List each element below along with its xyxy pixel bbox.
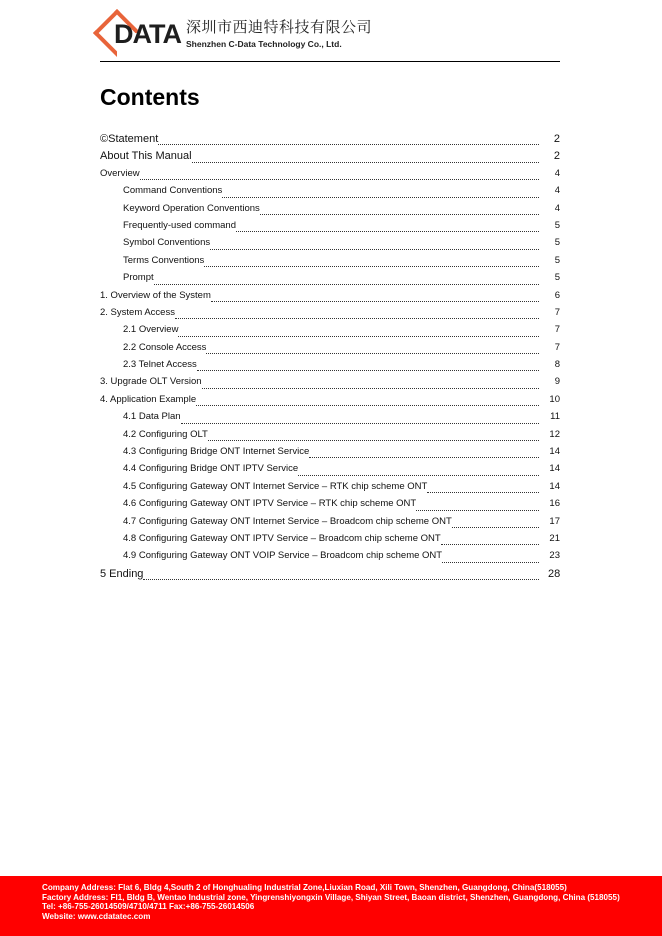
toc-leader-dots	[197, 370, 539, 371]
toc-leader-dots	[143, 579, 539, 580]
toc-page-number: 5	[554, 219, 560, 231]
toc-page-number: 7	[554, 341, 560, 353]
toc-leader-dots	[442, 562, 539, 563]
toc-page-number: 8	[554, 359, 560, 371]
toc-leader-dots	[175, 318, 539, 319]
toc-entry[interactable]	[100, 168, 560, 185]
toc-page-number: 12	[549, 428, 560, 440]
toc-leader-dots	[260, 214, 539, 215]
toc-page-number: 5	[554, 254, 560, 266]
toc-page-number: 5	[554, 237, 560, 249]
toc-entry-title[interactable]: 4.6 Configuring Gateway ONT IPTV Service – RTK chip scheme ONT	[123, 498, 417, 510]
toc-leader-dots	[210, 249, 539, 250]
toc-entry[interactable]	[100, 568, 560, 585]
company-logo	[98, 12, 372, 52]
toc-page-number: 5	[554, 272, 560, 284]
toc-leader-dots	[452, 527, 539, 528]
toc-entry-title[interactable]: Command Conventions	[123, 185, 223, 197]
toc-entry[interactable]	[100, 359, 560, 376]
footer	[0, 876, 662, 936]
toc-entry[interactable]	[100, 342, 560, 359]
toc-page-number: 28	[548, 567, 561, 580]
toc-leader-dots	[416, 510, 539, 511]
toc-leader-dots	[158, 144, 539, 145]
toc-leader-dots	[206, 353, 539, 354]
toc-page-number: 7	[554, 324, 560, 336]
toc-entry-title[interactable]: 4.1 Data Plan	[123, 411, 181, 423]
footer-website[interactable]: Website: www.cdatatec.com	[42, 911, 151, 921]
toc-leader-dots	[202, 388, 539, 389]
toc-entry-title[interactable]: Terms Conventions	[123, 254, 205, 266]
toc-page-number: 6	[554, 289, 560, 301]
toc-entry[interactable]	[100, 533, 560, 550]
table-of-contents	[100, 133, 560, 585]
toc-entry-title[interactable]: 4. Application Example	[100, 393, 197, 405]
toc-page-number: 4	[554, 202, 560, 214]
toc-entry[interactable]	[100, 290, 560, 307]
page-title: Contents	[100, 84, 200, 110]
toc-entry-title[interactable]: 4.9 Configuring Gateway ONT VOIP Service – Broadcom chip scheme ONT	[123, 550, 443, 562]
toc-leader-dots	[309, 457, 539, 458]
toc-entry[interactable]	[100, 394, 560, 411]
toc-entry-title[interactable]: 3. Upgrade OLT Version	[100, 376, 202, 388]
toc-entry-title[interactable]: 4.4 Configuring Bridge ONT IPTV Service	[123, 463, 299, 475]
toc-page-number: 21	[549, 532, 560, 544]
toc-page-number: 2	[553, 150, 560, 163]
header-divider	[100, 61, 560, 62]
toc-leader-dots	[154, 284, 539, 285]
toc-leader-dots	[204, 266, 539, 267]
toc-leader-dots	[298, 475, 539, 476]
toc-leader-dots	[181, 423, 539, 424]
toc-entry[interactable]	[100, 203, 560, 220]
toc-entry[interactable]	[100, 516, 560, 533]
toc-entry-title[interactable]: About This Manual	[100, 150, 192, 163]
toc-page-number: 11	[550, 411, 560, 423]
toc-entry-title[interactable]: Overview	[100, 167, 140, 179]
footer-tel: Tel: +86-755-26014509/4710/4711 Fax:+86-755-26014506	[42, 902, 255, 912]
toc-entry-title[interactable]: 2.1 Overview	[123, 324, 179, 336]
toc-page-number: 14	[549, 480, 560, 492]
toc-entry[interactable]	[100, 255, 560, 272]
toc-entry[interactable]	[100, 550, 560, 567]
toc-entry-title[interactable]: 2. System Access	[100, 306, 175, 318]
toc-page-number: 16	[549, 498, 560, 510]
toc-entry-title[interactable]: 2.3 Telnet Access	[123, 359, 197, 371]
toc-page-number: 2	[553, 133, 560, 145]
toc-leader-dots	[222, 197, 539, 198]
toc-entry-title[interactable]: Symbol Conventions	[123, 237, 211, 249]
toc-entry[interactable]	[100, 150, 560, 167]
toc-entry-title[interactable]: 4.2 Configuring OLT	[123, 428, 208, 440]
toc-page-number: 9	[554, 376, 560, 388]
toc-page-number: 7	[554, 306, 560, 318]
toc-entry-title[interactable]: 4.7 Configuring Gateway ONT Internet Service – Broadcom chip scheme ONT	[123, 515, 452, 527]
toc-entry-title[interactable]: 2.2 Console Access	[123, 341, 207, 353]
toc-leader-dots	[211, 301, 539, 302]
toc-entry-title[interactable]: Keyword Operation Conventions	[123, 202, 260, 214]
toc-entry[interactable]	[100, 307, 560, 324]
toc-entry[interactable]	[100, 498, 560, 515]
toc-entry-title[interactable]: 5 Ending	[100, 567, 144, 580]
toc-entry-title[interactable]: 4.8 Configuring Gateway ONT IPTV Service – Broadcom chip scheme ONT	[123, 532, 441, 544]
toc-leader-dots	[208, 440, 539, 441]
toc-leader-dots	[441, 544, 539, 545]
toc-leader-dots	[140, 179, 539, 180]
toc-entry[interactable]	[100, 429, 560, 446]
toc-leader-dots	[196, 405, 539, 406]
toc-page-number: 10	[549, 393, 560, 405]
toc-page-number: 4	[554, 167, 560, 179]
toc-entry-title[interactable]: 1. Overview of the System	[100, 289, 211, 301]
toc-entry[interactable]	[100, 237, 560, 254]
toc-page-number: 14	[549, 463, 560, 475]
toc-entry[interactable]	[100, 446, 560, 463]
toc-leader-dots	[236, 231, 539, 232]
footer-company-address: Company Address: Flat 6, Bldg 4,South 2 of Honghualing Industrial Zone,Liuxian Road, Xili Town, Shenzhen, Guangdong, China(518055)	[42, 883, 567, 892]
toc-entry-title[interactable]: Prompt	[123, 272, 154, 284]
toc-entry-title[interactable]: 4.5 Configuring Gateway ONT Internet Service – RTK chip scheme ONT	[123, 480, 428, 492]
toc-page-number: 14	[549, 446, 560, 458]
toc-entry[interactable]	[100, 220, 560, 237]
toc-entry[interactable]	[100, 185, 560, 202]
cdata-logo-mark	[98, 12, 180, 52]
company-name-en: Shenzhen C-Data Technology Co., Ltd.	[186, 38, 342, 49]
company-name-cn: 深圳市西迪特科技有限公司	[186, 17, 373, 36]
toc-leader-dots	[192, 162, 539, 163]
toc-page-number: 4	[554, 185, 560, 197]
toc-entry-title[interactable]: Frequently-used command	[123, 219, 236, 231]
toc-entry-title[interactable]: 4.3 Configuring Bridge ONT Internet Service	[123, 446, 310, 458]
toc-entry[interactable]	[100, 481, 560, 498]
logo-word: DATA	[114, 19, 181, 49]
toc-leader-dots	[178, 336, 539, 337]
toc-entry[interactable]	[100, 411, 560, 428]
toc-entry[interactable]	[100, 133, 560, 150]
toc-entry-title[interactable]: ©Statement	[100, 133, 159, 145]
toc-entry[interactable]	[100, 376, 560, 393]
footer-factory-address: Factory Address: Fl1, Bldg B, Wentao Industrial zone, Yingrenshiyongxin Village, Shiyan Street, Baoan district, Shenzhen, Guangdong, China (518055)	[42, 892, 620, 902]
toc-leader-dots	[427, 492, 539, 493]
toc-entry[interactable]	[100, 463, 560, 480]
toc-page-number: 17	[549, 515, 560, 527]
toc-entry[interactable]	[100, 272, 560, 289]
toc-page-number: 23	[549, 550, 560, 562]
toc-entry[interactable]	[100, 324, 560, 341]
